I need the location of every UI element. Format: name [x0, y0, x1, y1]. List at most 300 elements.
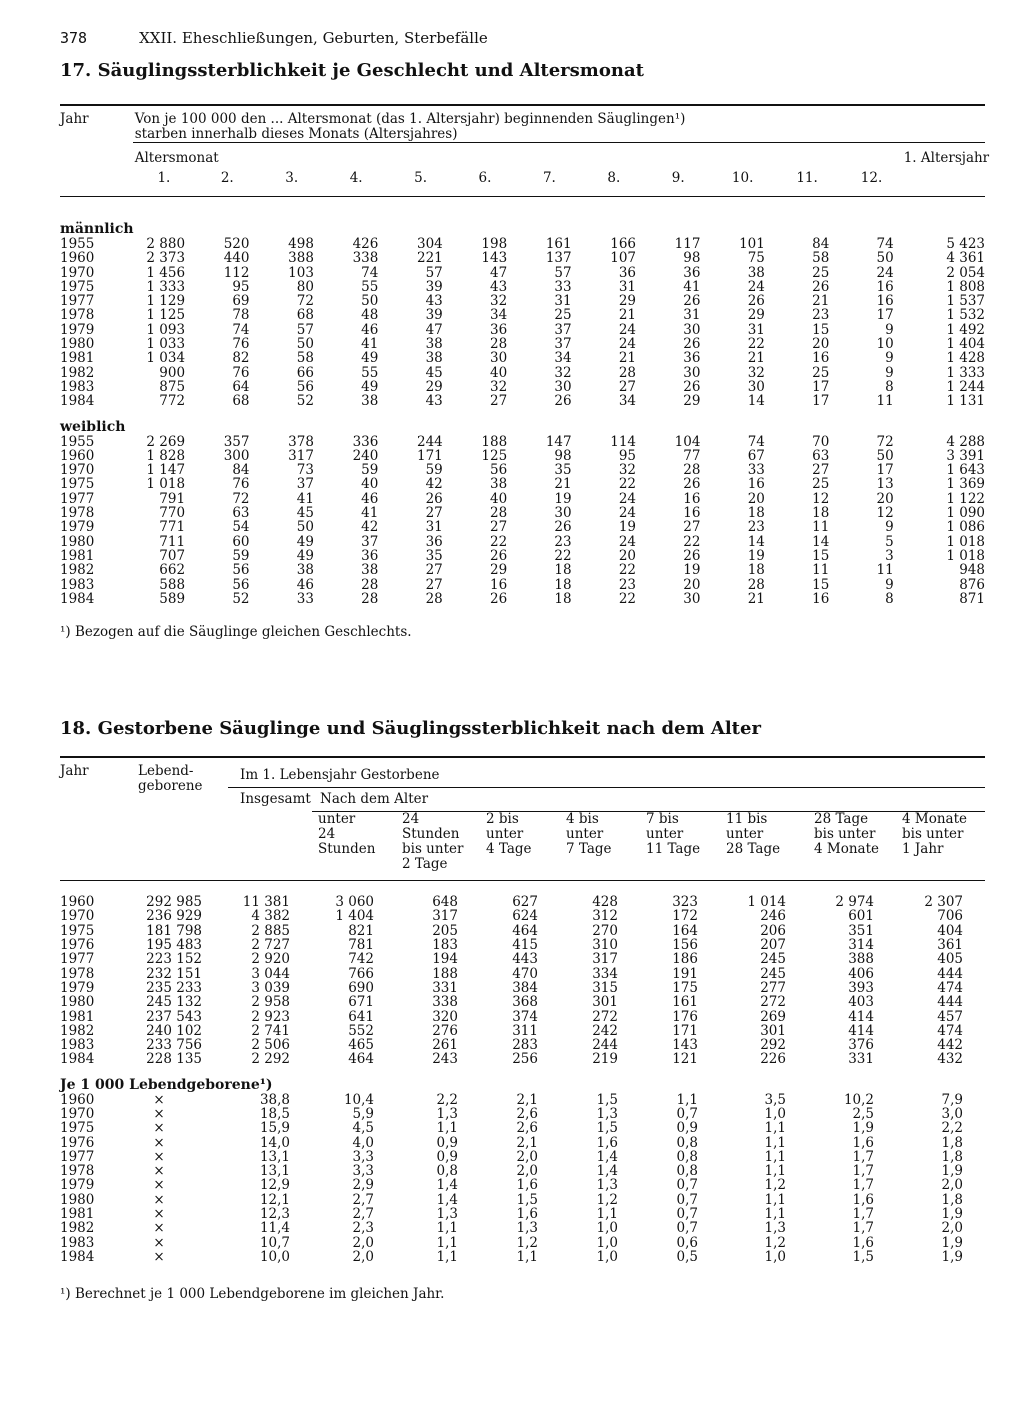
table17-description-line1: Von je 100 000 den ... Altersmonat (das 1. Altersjahr) beginnenden Säuglingen¹)	[134, 111, 686, 127]
value-cell: 9	[885, 364, 894, 381]
table-row	[60, 535, 985, 549]
value-cell: 443	[512, 951, 538, 968]
value-cell: 112	[223, 264, 250, 281]
value-cell: 388	[848, 951, 874, 968]
value-cell: 52	[296, 393, 314, 410]
value-cell: 243	[432, 1051, 458, 1068]
table18-age-header: 4 Monate bis unter 1 Jahr	[896, 812, 985, 881]
year-cell: 1960	[60, 250, 95, 267]
value-cell: 32	[618, 462, 637, 479]
value-cell: 72	[876, 433, 894, 450]
table-row	[60, 909, 985, 923]
value-cell: 1 090	[946, 505, 985, 522]
value-cell: 315	[592, 979, 618, 996]
value-cell: 671	[348, 994, 374, 1011]
table17-month-header: 4.	[349, 169, 363, 186]
value-cell: 74	[876, 236, 894, 252]
value-cell: 26	[554, 393, 572, 410]
value-cell: 1,8	[941, 1191, 964, 1208]
value-cell: 40	[361, 476, 379, 493]
value-cell: 68	[296, 307, 314, 324]
value-cell: 16	[747, 476, 765, 493]
value-cell: 176	[672, 1008, 698, 1025]
value-cell: 47	[490, 264, 508, 281]
value-cell: 2,3	[352, 1220, 374, 1237]
value-cell: 2,0	[352, 1248, 374, 1265]
table-row	[60, 967, 985, 981]
value-cell: 45	[425, 364, 443, 381]
year-cell: 1984	[60, 590, 95, 607]
value-cell: 3 044	[251, 965, 290, 982]
year-cell: 1981	[60, 1206, 95, 1223]
value-cell: 5,9	[352, 1105, 374, 1122]
table-row	[60, 1207, 985, 1221]
table17-section-label: männlich	[60, 221, 134, 237]
value-cell: 186	[672, 951, 698, 968]
table17-month-header: 12.	[860, 169, 883, 186]
table17-jahr-header: Jahr	[60, 111, 89, 127]
value-cell: 17	[812, 378, 830, 395]
table-row	[60, 366, 985, 380]
value-cell: 107	[610, 250, 637, 267]
value-cell: 378	[288, 433, 314, 450]
value-cell: 1,2	[764, 1234, 786, 1251]
value-cell: 26	[683, 476, 701, 493]
value-cell: 320	[432, 1008, 458, 1025]
value-cell: 114	[610, 433, 637, 450]
value-cell: 18	[747, 505, 765, 522]
value-cell: 28	[490, 505, 508, 522]
value-cell: 2 506	[251, 1037, 290, 1054]
table17	[60, 111, 990, 607]
table17-month-header-row	[60, 166, 985, 197]
value-cell: 67	[747, 447, 765, 464]
value-cell: 9	[885, 350, 894, 367]
value-cell: 772	[159, 393, 186, 410]
value-cell: 19	[618, 519, 637, 536]
value-cell: 175	[672, 979, 698, 996]
table17-month-header: 5.	[414, 169, 427, 186]
table-row	[60, 981, 985, 995]
value-cell: 233 756	[146, 1037, 202, 1054]
year-cell: 1977	[60, 293, 95, 310]
value-cell: 470	[512, 965, 538, 982]
value-cell: 56	[296, 378, 314, 395]
value-cell: 1 333	[146, 278, 186, 295]
value-cell: 0,5	[676, 1248, 698, 1265]
value-cell: 272	[592, 1008, 618, 1025]
table-row	[60, 1250, 985, 1264]
value-cell: 1,1	[596, 1206, 618, 1223]
value-cell: 98	[554, 447, 572, 464]
value-cell: 457	[937, 1008, 964, 1025]
value-cell: 46	[296, 576, 314, 593]
year-cell: 1977	[60, 951, 95, 968]
value-cell: 28	[361, 576, 379, 593]
value-cell: 3 391	[946, 447, 985, 464]
value-cell: 171	[672, 1022, 698, 1039]
value-cell: 11	[876, 393, 894, 410]
value-cell: 20	[683, 576, 701, 593]
value-cell: 1 018	[146, 476, 186, 493]
table-row	[60, 1121, 985, 1135]
value-cell: 31	[554, 293, 572, 310]
value-cell: 28	[490, 336, 508, 353]
value-cell: ×	[153, 1206, 165, 1223]
value-cell: 38	[361, 393, 379, 410]
value-cell: 38	[747, 264, 765, 281]
value-cell: 74	[232, 321, 250, 338]
year-cell: 1980	[60, 1191, 95, 1208]
value-cell: 42	[361, 519, 379, 536]
value-cell: 10,0	[259, 1248, 290, 1265]
table18-age-header: 28 Tage bis unter 4 Monate	[808, 812, 896, 881]
value-cell: 56	[232, 576, 250, 593]
value-cell: ×	[153, 1191, 165, 1208]
value-cell: 384	[512, 979, 538, 996]
value-cell: 1 244	[946, 378, 985, 395]
year-cell: 1978	[60, 307, 95, 324]
value-cell: 240	[352, 447, 379, 464]
table17-top-rule	[60, 104, 985, 106]
table18-age-header: unter 24 Stunden	[312, 812, 396, 881]
value-cell: 1,3	[596, 1177, 618, 1194]
value-cell: 19	[683, 562, 701, 579]
value-cell: 1 333	[946, 364, 985, 381]
value-cell: 1,6	[852, 1234, 874, 1251]
value-cell: 770	[159, 505, 186, 522]
value-cell: 706	[937, 908, 964, 925]
year-cell: 1979	[60, 979, 95, 996]
value-cell: 1,0	[596, 1248, 618, 1265]
value-cell: 12,3	[259, 1206, 290, 1223]
value-cell: 1 086	[946, 519, 985, 536]
value-cell: 5	[885, 533, 894, 550]
value-cell: 156	[672, 937, 698, 954]
value-cell: 25	[812, 364, 830, 381]
table-row	[60, 463, 985, 477]
table-row	[60, 266, 985, 280]
table18-age-header: 11 bis unter 28 Tage	[720, 812, 808, 881]
table-row	[60, 952, 985, 966]
value-cell: 15	[812, 547, 830, 564]
value-cell: 464	[348, 1051, 374, 1068]
value-cell: 1 018	[946, 547, 985, 564]
value-cell: 37	[554, 321, 572, 338]
value-cell: 21	[747, 350, 765, 367]
value-cell: 0,6	[676, 1234, 698, 1251]
value-cell: 821	[348, 922, 374, 939]
table-row	[60, 337, 985, 351]
value-cell: 52	[232, 590, 250, 607]
value-cell: 1,6	[596, 1134, 618, 1151]
value-cell: 75	[747, 250, 765, 267]
value-cell: 2 307	[924, 894, 964, 911]
value-cell: 76	[232, 364, 250, 381]
year-cell: 1981	[60, 350, 95, 367]
value-cell: 2 727	[251, 937, 290, 954]
table-row	[60, 506, 985, 520]
value-cell: 1 131	[946, 393, 985, 410]
value-cell: 73	[296, 462, 314, 479]
value-cell: 414	[848, 1008, 874, 1025]
value-cell: 1,7	[852, 1177, 874, 1194]
table-row	[60, 477, 985, 491]
value-cell: 17	[812, 393, 830, 410]
value-cell: 2,5	[852, 1105, 874, 1122]
table-row	[60, 1193, 985, 1207]
value-cell: 35	[425, 547, 443, 564]
value-cell: 3	[885, 547, 894, 564]
value-cell: 57	[425, 264, 443, 281]
value-cell: 1,3	[764, 1220, 786, 1237]
value-cell: 1,1	[676, 1091, 698, 1108]
value-cell: 95	[618, 447, 637, 464]
value-cell: 10	[876, 336, 894, 353]
value-cell: 183	[432, 937, 458, 954]
value-cell: 19	[554, 490, 572, 507]
value-cell: 1,3	[436, 1105, 458, 1122]
value-cell: 161	[545, 236, 572, 252]
value-cell: 276	[432, 1022, 458, 1039]
value-cell: ×	[153, 1177, 165, 1194]
table-row	[60, 1178, 985, 1192]
value-cell: 444	[937, 994, 964, 1011]
year-cell: 1970	[60, 264, 95, 281]
value-cell: 1,1	[764, 1148, 786, 1165]
value-cell: 292 985	[146, 894, 202, 911]
value-cell: 404	[937, 922, 964, 939]
value-cell: 24	[747, 278, 765, 295]
year-cell: 1975	[60, 922, 95, 939]
value-cell: 28	[618, 364, 637, 381]
value-cell: 1 014	[747, 894, 786, 911]
table-row	[60, 449, 985, 463]
value-cell: 11,4	[259, 1220, 290, 1237]
year-cell: 1978	[60, 1163, 95, 1180]
value-cell: 304	[416, 236, 443, 252]
table-row	[60, 1024, 985, 1038]
table18-jahr-header: Jahr	[60, 763, 89, 780]
value-cell: 552	[348, 1022, 374, 1039]
value-cell: 27	[425, 562, 443, 579]
value-cell: 277	[760, 979, 786, 996]
value-cell: 17	[876, 462, 894, 479]
value-cell: 269	[760, 1008, 786, 1025]
value-cell: 317	[288, 447, 314, 464]
value-cell: 1,8	[941, 1134, 964, 1151]
value-cell: 1 125	[146, 307, 186, 324]
value-cell: 31	[425, 519, 443, 536]
value-cell: 1,9	[941, 1234, 964, 1251]
value-cell: 2,9	[352, 1177, 374, 1194]
value-cell: 32	[490, 293, 508, 310]
value-cell: 46	[361, 490, 379, 507]
value-cell: 28	[683, 462, 701, 479]
value-cell: 43	[490, 278, 508, 295]
value-cell: 58	[296, 350, 314, 367]
year-cell: 1984	[60, 1051, 95, 1068]
value-cell: 272	[760, 994, 786, 1011]
value-cell: 80	[296, 278, 314, 295]
year-cell: 1960	[60, 1091, 95, 1108]
value-cell: 49	[296, 533, 314, 550]
value-cell: 1,5	[516, 1191, 538, 1208]
value-cell: 414	[848, 1022, 874, 1039]
value-cell: 15,9	[259, 1120, 290, 1137]
table-row	[60, 549, 985, 563]
table17-section-label: weiblich	[60, 418, 126, 435]
value-cell: 900	[159, 364, 186, 381]
year-cell: 1977	[60, 490, 95, 507]
table18-insgesamt-header: Insgesamt	[228, 788, 312, 881]
value-cell: 236 929	[146, 908, 202, 925]
value-cell: 711	[159, 533, 186, 550]
value-cell: 2 920	[251, 951, 290, 968]
table-row	[60, 895, 985, 909]
value-cell: 22	[618, 590, 637, 607]
value-cell: 226	[760, 1051, 786, 1068]
value-cell: 64	[232, 378, 250, 395]
value-cell: 1 643	[946, 462, 985, 479]
value-cell: 627	[512, 894, 538, 911]
chapter-title: XXII. Eheschließungen, Geburten, Sterbefälle	[139, 29, 488, 47]
value-cell: 18	[554, 576, 572, 593]
value-cell: 2 880	[146, 236, 186, 252]
year-cell: 1981	[60, 547, 95, 564]
value-cell: 2,1	[516, 1091, 538, 1108]
value-cell: 440	[223, 250, 250, 267]
value-cell: 166	[610, 236, 637, 252]
value-cell: 2,6	[516, 1120, 538, 1137]
value-cell: 29	[683, 393, 701, 410]
value-cell: 68	[232, 393, 250, 410]
value-cell: 34	[554, 350, 572, 367]
value-cell: 2 054	[946, 264, 985, 281]
value-cell: 2 741	[251, 1022, 290, 1039]
table18-title: 18. Gestorbene Säuglinge und Säuglingssterblichkeit nach dem Alter	[60, 718, 761, 740]
year-cell: 1970	[60, 1105, 95, 1122]
table-row	[60, 1164, 985, 1178]
value-cell: 57	[296, 321, 314, 338]
value-cell: ×	[153, 1120, 165, 1137]
value-cell: 103	[288, 264, 314, 281]
table17-month-header: 3.	[285, 169, 299, 186]
value-cell: 4 382	[251, 908, 290, 925]
value-cell: 77	[683, 447, 701, 464]
value-cell: 1,7	[852, 1163, 874, 1180]
value-cell: 72	[232, 490, 250, 507]
table-row	[60, 1221, 985, 1235]
table-row	[60, 1010, 985, 1024]
value-cell: 16	[490, 576, 508, 593]
value-cell: 10,2	[843, 1091, 874, 1108]
value-cell: 641	[348, 1008, 374, 1025]
value-cell: 871	[959, 590, 985, 607]
year-cell: 1983	[60, 378, 95, 395]
value-cell: 206	[760, 922, 786, 939]
value-cell: 12,9	[259, 1177, 290, 1194]
value-cell: 662	[159, 562, 186, 579]
value-cell: 195 483	[146, 937, 202, 954]
table18-section-row	[60, 1067, 985, 1093]
year-cell: 1955	[60, 236, 95, 252]
table18-age-header: 24 Stunden bis unter 2 Tage	[396, 812, 480, 881]
value-cell: 41	[296, 490, 314, 507]
year-cell: 1979	[60, 1177, 95, 1194]
value-cell: 63	[812, 447, 830, 464]
value-cell: 432	[937, 1051, 964, 1068]
table18-nach-alter-header: Nach dem Alter	[312, 788, 985, 812]
year-cell: 1982	[60, 1022, 95, 1039]
value-cell: 33	[554, 278, 572, 295]
value-cell: 26	[490, 590, 508, 607]
value-cell: 1,1	[764, 1134, 786, 1151]
value-cell: 317	[432, 908, 458, 925]
value-cell: 1,3	[436, 1206, 458, 1223]
value-cell: 0,7	[676, 1105, 698, 1122]
value-cell: 16	[876, 293, 894, 310]
value-cell: 23	[812, 307, 830, 324]
table-row	[60, 592, 985, 606]
value-cell: 29	[747, 307, 765, 324]
value-cell: 336	[352, 433, 379, 450]
value-cell: 1,6	[852, 1191, 874, 1208]
value-cell: 24	[618, 490, 637, 507]
value-cell: 1 808	[946, 278, 985, 295]
value-cell: 207	[760, 937, 786, 954]
value-cell: 442	[937, 1037, 964, 1054]
value-cell: 39	[425, 278, 443, 295]
value-cell: 14	[747, 533, 765, 550]
value-cell: 1,7	[852, 1220, 874, 1237]
value-cell: 49	[296, 547, 314, 564]
value-cell: 351	[848, 922, 874, 939]
value-cell: 245	[760, 951, 786, 968]
value-cell: 4,0	[352, 1134, 374, 1151]
value-cell: 49	[361, 350, 379, 367]
value-cell: 388	[288, 250, 314, 267]
table-row	[60, 1136, 985, 1150]
value-cell: 1 537	[946, 293, 985, 310]
value-cell: 1,1	[436, 1234, 458, 1251]
value-cell: 1,9	[852, 1120, 874, 1137]
value-cell: 32	[747, 364, 765, 381]
value-cell: 18	[554, 590, 572, 607]
value-cell: 406	[848, 965, 874, 982]
table-row	[60, 237, 985, 251]
value-cell: 26	[554, 519, 572, 536]
value-cell: 23	[747, 519, 765, 536]
value-cell: 498	[288, 236, 314, 252]
value-cell: 948	[959, 562, 985, 579]
value-cell: 648	[432, 894, 458, 911]
value-cell: 1,4	[436, 1191, 458, 1208]
value-cell: 194	[432, 951, 458, 968]
year-cell: 1982	[60, 1220, 95, 1237]
value-cell: 50	[876, 447, 894, 464]
value-cell: 1 129	[146, 293, 186, 310]
year-cell: 1976	[60, 937, 95, 954]
value-cell: ×	[153, 1134, 165, 1151]
value-cell: 0,8	[436, 1163, 458, 1180]
year-cell: 1976	[60, 1134, 95, 1151]
value-cell: 520	[223, 236, 250, 252]
table17-section-row	[60, 409, 985, 435]
value-cell: 181 798	[146, 922, 202, 939]
value-cell: 54	[232, 519, 250, 536]
value-cell: 0,7	[676, 1220, 698, 1237]
